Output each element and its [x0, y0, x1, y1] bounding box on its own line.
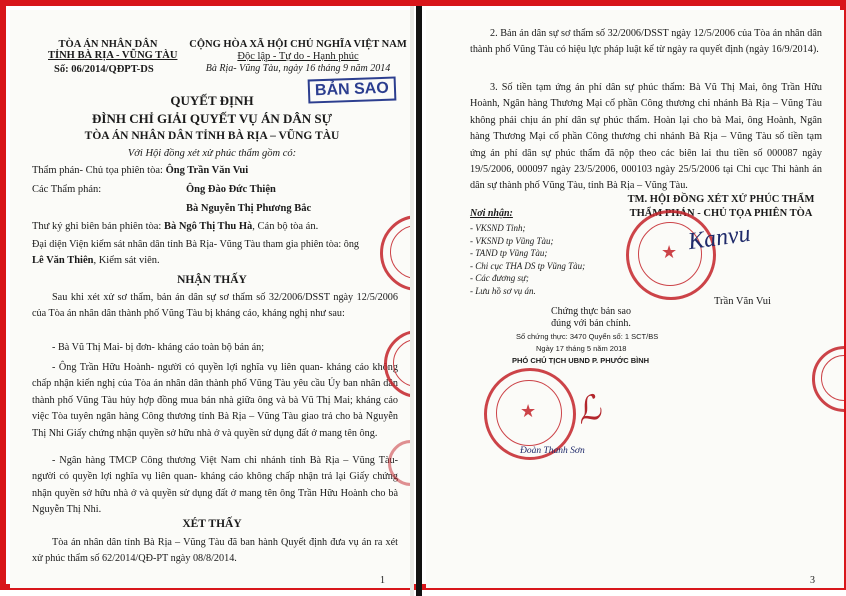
paragraph-2: - Bà Vũ Thị Mai- bị đơn- kháng cáo toàn bộ bản án; [52, 342, 265, 353]
page-gutter-shadow [410, 6, 414, 596]
signature-title-1: TM. HỘI ĐỒNG XÉT XỬ PHÚC THẨM [627, 194, 815, 205]
certify-line-2: đúng với bản chính. [551, 318, 631, 329]
court-seal [626, 210, 716, 300]
recipient-item: - VKSND tp Vũng Tàu; [470, 235, 554, 246]
heading-xet-thay: XÉT THẤY [182, 518, 242, 530]
certify-date: Ngày 17 tháng 5 năm 2018 [536, 344, 627, 353]
presiding-label: Thẩm phán- Chủ tọa phiên tòa: [32, 165, 166, 176]
paragraph-3: - Ông Trần Hữu Hoành- người có quyền lợi nghĩa vụ liên quan- kháng cáo không chấp nhận kiến nghị của Tòa án nhân dân thành phố Vũng Tàu yêu cầu Ủy ban nhân dân thành phố Vũng Tàu hủy hợp đồng mua bán nhà giữa ông và bà Vũ Thị Mai; kháng cáo việc Tòa tuyên ngân hàng Công thương tỉnh Bà Rịa – Vũng Tàu giao trả cho bà Nguyễn Thị Nhi Giấy chứng nhận quyền sở hữu nhà ở và quyền sử dụng đất ở mang tên ông. [32, 362, 398, 439]
recipients-list [470, 222, 585, 297]
clerk-name: Bà Ngô Thị Thu Hà [163, 221, 253, 232]
recipient-item: - Các đương sự; [470, 273, 529, 283]
copy-stamp: BẢN SAO [308, 76, 397, 103]
signer-name: Trần Văn Vui [714, 296, 771, 307]
recipient-item: - Chi cục THA DS tp Vũng Tàu; [470, 260, 586, 271]
republic-header: CỘNG HÒA XÃ HỘI CHỦ NGHĨA VIỆT NAM [189, 39, 407, 50]
clerk-suffix: , Cán bộ tòa án. [252, 221, 319, 232]
item-3: 3. Số tiền tạm ứng án phí dân sự phúc thẩm: Bà Vũ Thị Mai, ông Trần Hữu Hoành, Ngân hàng Thương Mại cổ phần Công thương chi nhánh Bà Rịa – Vũng Tàu không phải chịu án phí dân sự phúc thẩm. Hoàn lại cho bà Mai, ông Hoành, Ngân hàng Thương Mại cổ phần Công thương chi nhánh Bà Rịa – Vũng Tàu số tiền tạm ứng án phí dân sự phúc thẩm đã nộp theo các biên lai thu tiền số 000087 ngày 19/5/2006, 000097 ngày 23/5/2006, 000103 ngày 25/5/2006 tại Chi cục Thi hành án dân sự thành phố Vũng Tàu, tỉnh Bà Rịa – Vũng Tàu. [470, 82, 822, 192]
judge-signature: Kanvu [686, 220, 753, 256]
procurator-suffix: , Kiểm sát viên. [93, 255, 160, 266]
presiding-judge-line [32, 165, 248, 176]
recipient-item: - Lưu hồ sơ vụ án. [470, 285, 536, 296]
edge-seal-partial [812, 346, 844, 412]
page-number-right: 3 [810, 575, 815, 586]
paragraph-5: Tòa án nhân dân tỉnh Bà Rịa – Vũng Tàu đã ban hành Quyết định đưa vụ án ra xét xử phúc thẩm số 62/2014/QĐ-PT ngày 08/8/2014. [32, 537, 398, 565]
ward-seal-star-icon: ★ [520, 401, 537, 421]
recipients-label: Nơi nhận: [470, 208, 513, 219]
item-2: 2. Bản án dân sự sơ thẩm số 32/2006/DSST ngày 12/5/2006 của Tòa án nhân dân thành phố Vũng Tàu có hiệu lực pháp luật kể từ ngày ra quyết định (ngày 16/9/2014). [470, 28, 822, 56]
procurator-line: Đại diện Viện kiểm sát nhân dân tỉnh Bà Rịa- Vũng Tàu tham gia phiên tòa: ông [32, 239, 360, 250]
judge-2: Bà Nguyễn Thị Phương Bắc [186, 203, 312, 214]
court-name-line-1: TÒA ÁN NHÂN DÂN [58, 39, 158, 50]
motto: Độc lập - Tự do - Hạnh phúc [237, 51, 359, 62]
panel-intro: Với Hội đồng xét xử phúc thẩm gồm có: [127, 148, 297, 159]
document-title: QUYẾT ĐỊNH [170, 93, 254, 108]
signature-title-2: THẨM PHÁN - CHỦ TỌA PHIÊN TÒA [629, 208, 813, 219]
procurator-name: Lê Văn Thiên [32, 255, 94, 266]
presiding-name: Ông Trần Văn Vui [165, 165, 249, 176]
right-page [426, 10, 844, 588]
document-number: Số: 06/2014/QĐPT-DS [54, 64, 154, 75]
left-page [10, 10, 414, 588]
certifier-signature: Đoàn Thanh Sơn [520, 446, 585, 456]
court-full-name: TÒA ÁN NHÂN DÂN TỈNH BÀ RỊA – VŨNG TÀU [84, 130, 340, 142]
heading-nhan-thay: NHẬN THẤY [177, 274, 247, 286]
clerk-label: Thư ký ghi biên bản phiên tòa: [32, 221, 164, 232]
certify-book-number: Số chứng thực: 3470 Quyển số: 1 SCT/BS [516, 332, 659, 341]
paragraph-1: Sau khi xét xử sơ thẩm, bản án dân sự sơ thẩm số 32/2006/DSST ngày 12/5/2006 của Tòa án nhân dân thành phố Vũng Tàu bị kháng cáo, kháng nghị như sau: [32, 292, 398, 320]
page-number-left: 1 [380, 575, 385, 586]
judges-label: Các Thẩm phán: [32, 184, 102, 195]
seal-star-icon: ★ [661, 242, 678, 262]
document-subtitle: ĐÌNH CHỈ GIẢI QUYẾT VỤ ÁN DÂN SỰ [92, 111, 332, 126]
procurator-name-line [32, 255, 160, 266]
certifier-signature-mark: ℒ [571, 389, 606, 432]
certify-officer-title: PHÓ CHỦ TỊCH UBND P. PHƯỚC BÌNH [512, 356, 650, 365]
paragraph-4: - Ngân hàng TMCP Công thương Việt Nam chi nhánh tỉnh Bà Rịa – Vũng Tàu- người có quyền lợi nghĩa vụ liên quan- kháng cáo không chấp nhận trả lại Giấy chứng nhận quyền sở hữu nhà ở và quyền sử dụng đất ở mang tên ông Trần Hữu Hoành cho bà Nguyễn Thị Nhi. [32, 455, 398, 516]
clerk-line [32, 221, 318, 232]
recipient-item: - VKSND Tỉnh; [470, 223, 526, 233]
certify-line-1: Chứng thực bản sao [551, 306, 631, 317]
court-name-line-2: TỈNH BÀ RỊA - VŨNG TÀU [48, 50, 178, 61]
date-line: Bà Rịa- Vũng Tàu, ngày 16 tháng 9 năm 2014 [205, 63, 391, 74]
recipient-item: - TAND tp Vũng Tàu; [470, 248, 548, 258]
page-gutter [416, 6, 422, 596]
judge-1: Ông Đào Đức Thiện [186, 184, 276, 195]
